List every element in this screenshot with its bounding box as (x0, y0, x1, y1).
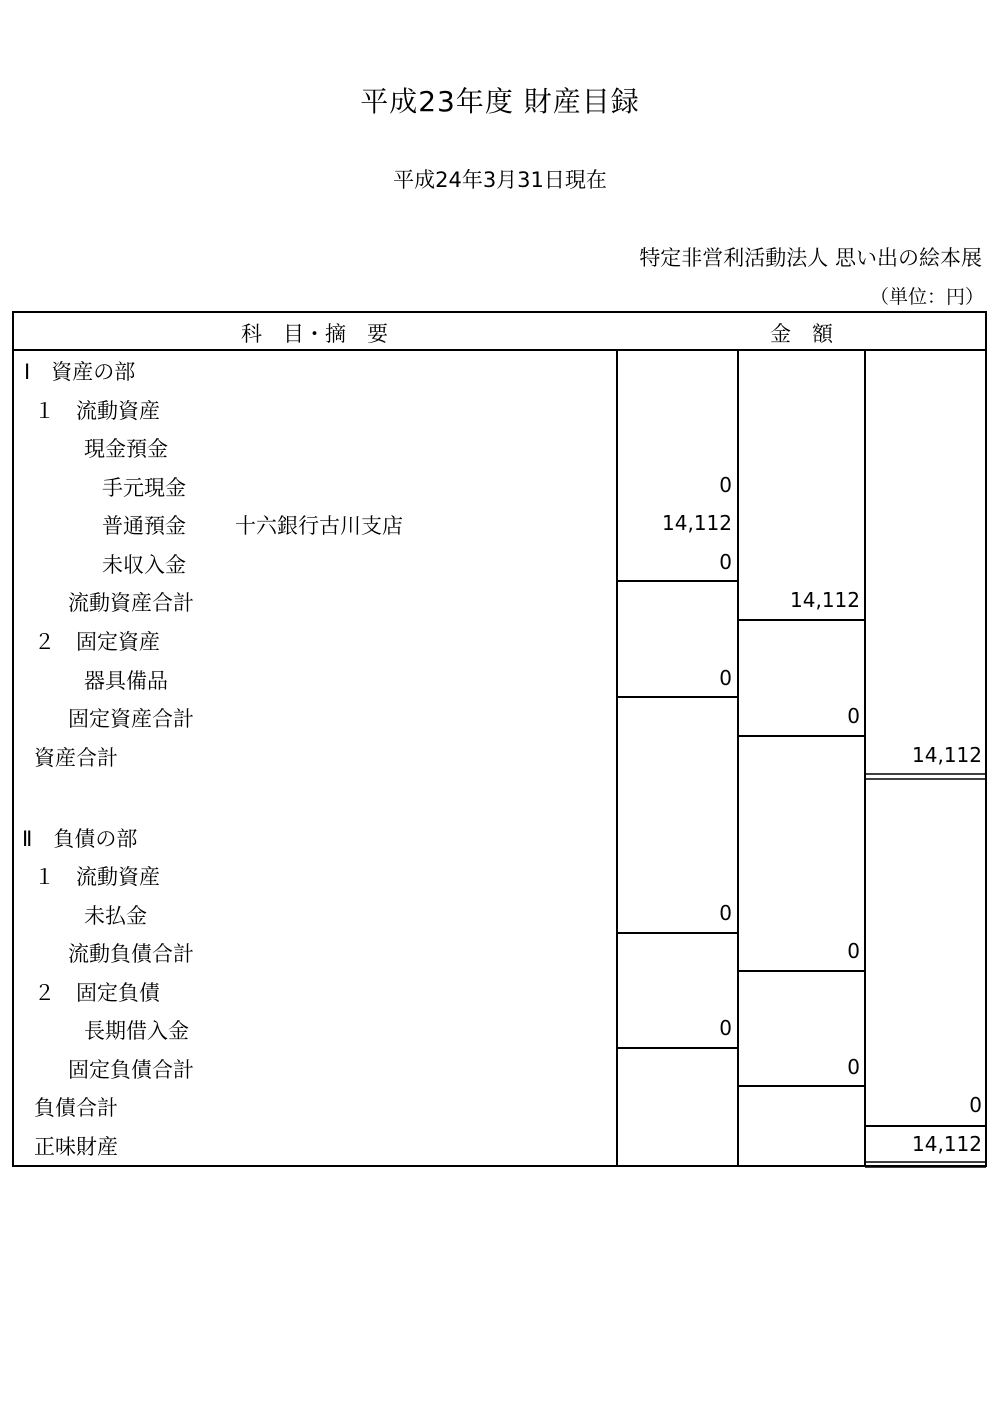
table-row (12, 1054, 987, 1092)
row-label: 負債合計 (34, 1096, 118, 1120)
table-row (12, 433, 987, 471)
table-row (12, 703, 987, 741)
row-label: １ 流動資産 (34, 865, 160, 889)
amount-col1: 0 (719, 901, 732, 925)
row-label: 正味財産 (34, 1135, 118, 1159)
table-row (12, 510, 987, 548)
row-label: 現金預金 (84, 437, 168, 461)
table-row (12, 977, 987, 1015)
amount-col3: 0 (969, 1093, 982, 1117)
amount-col2: 0 (847, 704, 860, 728)
table-row (12, 665, 987, 703)
table-row (12, 900, 987, 938)
amount-col1: 14,112 (662, 511, 732, 535)
header-subject: 科 目・摘 要 (241, 322, 388, 346)
amount-col2: 0 (847, 1055, 860, 1079)
amount-col2: 14,112 (790, 588, 860, 612)
table-row (12, 587, 987, 625)
amount-col1: 0 (719, 550, 732, 574)
table-row (12, 823, 987, 861)
row-label: 流動資産合計 (68, 591, 194, 615)
header-amount: 金 額 (770, 322, 833, 346)
document-title: 平成23年度 財産目録 (360, 85, 640, 118)
row-label: 未払金 (84, 904, 147, 928)
row-label: 流動負債合計 (68, 942, 194, 966)
table-row (12, 742, 987, 780)
amount-col3: 14,112 (912, 1132, 982, 1156)
inventory-table (12, 311, 987, 1168)
row-label: 手元現金 (102, 476, 186, 500)
amount-col3: 14,112 (912, 743, 982, 767)
table-row (12, 395, 987, 433)
row-label: Ⅰ 資産の部 (24, 360, 136, 384)
table-row (12, 1092, 987, 1130)
row-label: ２ 固定資産 (34, 630, 160, 654)
table-row (12, 356, 987, 394)
row-label: 資産合計 (34, 746, 118, 770)
organization-name: 特定非営利活動法人 思い出の絵本展 (639, 246, 982, 270)
amount-col1: 0 (719, 666, 732, 690)
row-label: 固定資産合計 (68, 707, 194, 731)
row-label: 器具備品 (84, 669, 168, 693)
table-row (12, 1015, 987, 1053)
row-label: 普通預金 (102, 514, 186, 538)
as-of-date: 平成24年3月31日現在 (393, 168, 607, 192)
row-label: ２ 固定負債 (34, 981, 160, 1005)
table-row (12, 549, 987, 587)
table-row (12, 1131, 987, 1169)
table-row (12, 626, 987, 664)
row-label: 長期借入金 (84, 1019, 189, 1043)
table-row (12, 938, 987, 976)
table-row (12, 472, 987, 510)
row-label: １ 流動資産 (34, 399, 160, 423)
amount-col1: 0 (719, 1016, 732, 1040)
table-row (12, 861, 987, 899)
unit-note: （単位：円） (869, 286, 984, 308)
row-note: 十六銀行古川支店 (235, 514, 403, 538)
amount-col2: 0 (847, 939, 860, 963)
row-label: 未収入金 (102, 553, 186, 577)
amount-col1: 0 (719, 473, 732, 497)
row-label: Ⅱ 負債の部 (22, 827, 138, 851)
row-label: 固定負債合計 (68, 1058, 194, 1082)
